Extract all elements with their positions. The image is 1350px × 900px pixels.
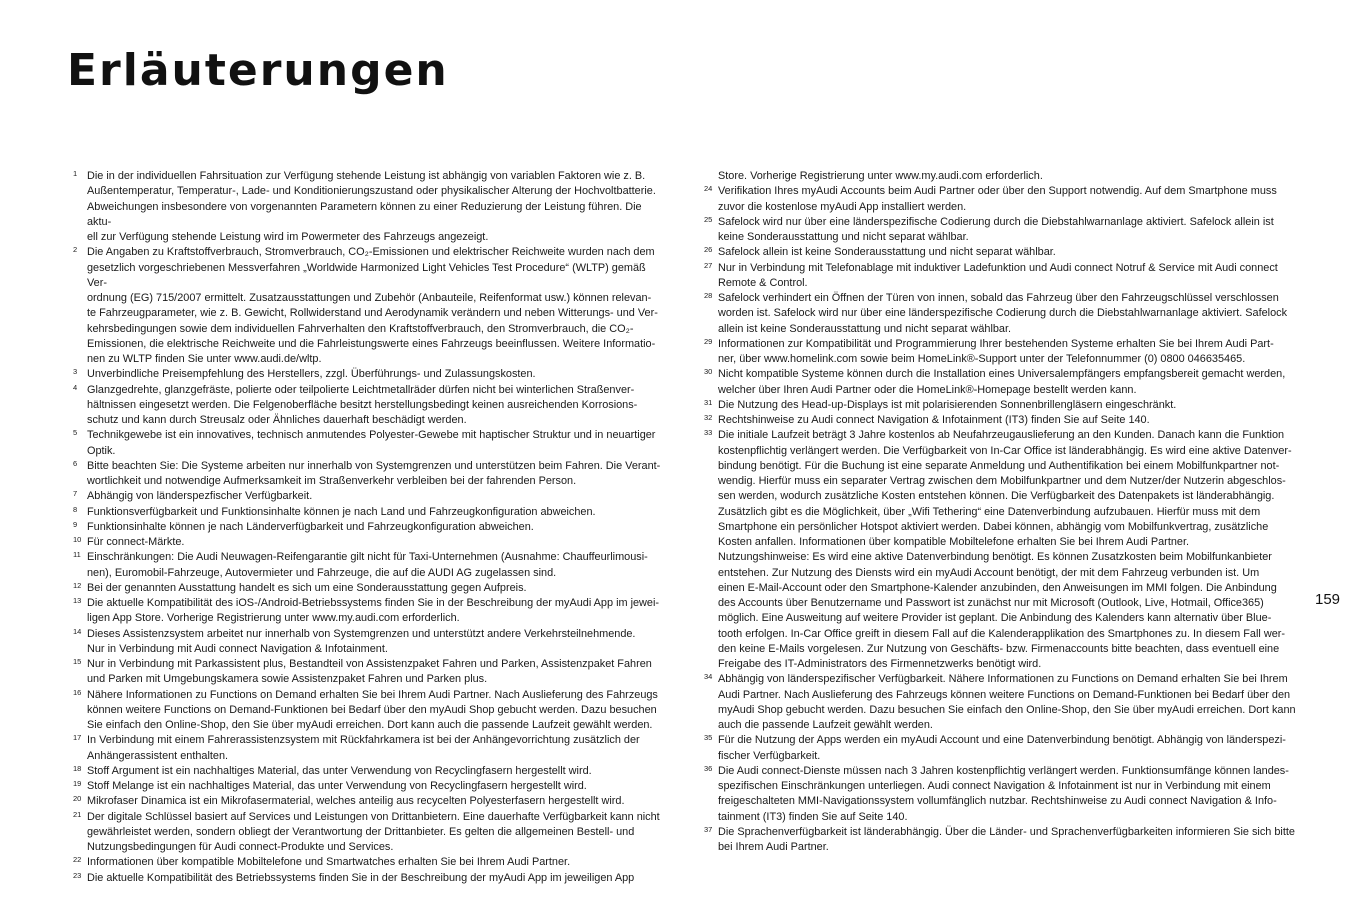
footnote xyxy=(704,413,1304,428)
footnote xyxy=(73,535,668,550)
footnote-number: 3 xyxy=(73,367,78,377)
footnote xyxy=(73,245,668,367)
footnote-text: Informationen über kompatible Mobiltelefone und Smartwatches erhalten Sie bei Ihrem Audi Partner. xyxy=(87,856,571,869)
footnote xyxy=(73,794,668,809)
footnote-text: Die initiale Laufzeit beträgt 3 Jahre kostenlos ab Neufahrzeugauslieferung an den Kunden. Danach kann die Funktion kostenpflichtig verlängert werden. Die Verfügbarkeit von In-Car Office ist länderabhängig. Es wird eine aktive Datenver- bindung benötigt. Für die Buchung ist eine separate Anmeldung und Authentifikation bei einem Mobilfunkpartner not- wendig. Hierfür muss ein separater Vertrag zwischen dem Mobilfunkpartner und dem Nutzer/der Nutzerin abgeschlos- sen werden, wodurch zusätzliche Kosten entstehen können. Die Verfügbarkeit des Datenpakets ist länderabhängig. Zusätzlich gibt es die Möglichkeit, über „Wifi Tethering“ eine Datenverbindung aufzubauen. Hierfür muss mit dem Smartphone ein persönlicher Hotspot aktiviert werden. Dabei können, abhängig vom Mobilfunkvertrag, zusätzliche Kosten anfallen. Informationen über kompatible Mobiltelefone erhalten Sie bei Ihrem Audi Partner. Nutzungshinweise: Es wird eine aktive Datenverbindung benötigt. Es können Zusatzkosten beim Mobilfunkanbieter entstehen. Zur Nutzung des Diensts wird ein myAudi Account benötigt, der mit dem Fahrzeug verbunden ist. Um einen E-Mail-Account oder den Smartphone-Kalender anzubinden, den Anweisungen im MMI folgen. Die Anbindung des Accounts über Benutzername und Passwort ist zunächst nur mit Microsoft (Outlook, Live, Hotmail, Office365) möglich. Eine Ausweitung auf weitere Provider ist geplant. Die Anbindung des Kalenders kann alternativ über Blue- tooth erfolgen. In-Car Office greift in diesem Fall auf die Kalenderapplikation des Smartphones zu. In diesem Fall wer- den keine E-Mails vorgelesen. Zur Nutzung von Geschäfts- bzw. Firmenaccounts bitte beachten, dass eventuell eine Freigabe des IT-Administrators des Firmennetzwerks benötigt wird. xyxy=(718,429,1292,670)
footnote-number: 12 xyxy=(73,580,82,590)
footnote xyxy=(73,810,668,856)
footnote xyxy=(73,428,668,459)
footnote xyxy=(704,764,1304,825)
footnote-text: Nur in Verbindung mit Parkassistent plus, Bestandteil von Assistenzpaket Fahren und Parken, Assistenzpaket Fahren und Parken mit Umgebungskamera sowie Assistenzpaket Fahren und Parken plus. xyxy=(87,658,652,686)
footnote-text: Für connect-Märkte. xyxy=(87,536,185,548)
footnote xyxy=(73,657,668,688)
footnote xyxy=(704,291,1304,337)
footnote-text: Stoff Melange ist ein nachhaltiges Material, das unter Verwendung von Recyclingfasern hergestellt wird. xyxy=(87,780,587,792)
footnote xyxy=(704,733,1304,764)
footnote-number: 9 xyxy=(73,519,78,529)
footnote-number: 20 xyxy=(73,794,82,804)
footnote xyxy=(73,871,668,886)
footnote-number: 27 xyxy=(704,260,713,270)
footnote-text: In Verbindung mit einem Fahrerassistenzsystem mit Rückfahrkamera ist bei der Anhängevorrichtung zusätzlich der Anhängerassistent enthalten. xyxy=(87,734,640,762)
footnote-text: Abhängig von länderspezifischer Verfügbarkeit. Nähere Informationen zu Functions on Demand erhalten Sie bei Ihrem Audi Partner. Nach Auslieferung des Fahrzeugs können weitere Functions on Demand-Funktionen bei Bedarf über den myAudi Shop gebucht werden. Dazu besuchen Sie einfach den Online-Shop, den Sie über myAudi erreichen. Dort kann auch die passende Laufzeit gewählt werden. xyxy=(718,673,1296,731)
footnote-text: Informationen zur Kompatibilität und Programmierung Ihrer bestehenden Systeme erhalten Sie bei Ihrem Audi Part- ner, über www.homelink.com sowie beim HomeLink®-Support unter der Telefonnummer (0) 0800 046635465. xyxy=(718,337,1274,365)
footnote-number: 14 xyxy=(73,626,82,636)
footnote-text: Funktionsinhalte können je nach Länderverfügbarkeit und Fahrzeugkonfiguration abweichen. xyxy=(87,520,534,533)
footnote-text: Unverbindliche Preisempfehlung des Herstellers, zzgl. Überführungs- und Zulassungskosten. xyxy=(87,368,536,381)
footnote xyxy=(73,779,668,794)
footnote-text: Die in der individuellen Fahrsituation zur Verfügung stehende Leistung ist abhängig von variablen Faktoren wie z. B. Außentemperatur, Temperatur-, Lade- und Konditionierungszustand oder physikalischer Alterung der Hochvoltbatterie. Abweichungen insbesondere von vorgenannten Parametern können zu einer Reduzierung der Leistung führen. Die aktu- ell zur Verfügung stehende Leistung wird im Powermeter des Fahrzeugs angezeigt. xyxy=(87,170,656,243)
footnote-number: 34 xyxy=(704,672,713,682)
footnote-text: Die Nutzung des Head-up-Displays ist mit polarisierenden Sonnenbrillengläsern eingeschränkt. xyxy=(718,398,1177,411)
footnote-text: Mikrofaser Dinamica ist ein Mikrofasermaterial, welches anteilig aus recycelten Polyesterfasern hergestellt wird. xyxy=(87,795,625,808)
footnote-number: 4 xyxy=(73,382,78,392)
footnote xyxy=(73,383,668,429)
footnotes-right-column xyxy=(704,169,1304,855)
footnote-text: Technikgewebe ist ein innovatives, technisch anmutendes Polyester-Gewebe mit haptischer Struktur und in neuartiger Optik. xyxy=(87,429,656,457)
footnote-text: Safelock verhindert ein Öffnen der Türen von innen, sobald das Fahrzeug über den Fahrzeugschlüssel verschlossen worden ist. Safelock wird nur über eine länderspezifische Codierung durch die Diebstahlwarnanlage aktiviert. Safelock allein ist keine Sonderausstattung und nicht separat wählbar. xyxy=(718,292,1288,335)
footnote xyxy=(73,855,668,870)
footnote xyxy=(73,459,668,490)
footnote-text: Safelock wird nur über eine länderspezifische Codierung durch die Diebstahlwarnanlage aktiviert. Safelock allein ist keine Sonderausstattung und nicht separat wählbar. xyxy=(718,215,1274,243)
footnote-number: 19 xyxy=(73,779,82,788)
footnote xyxy=(73,367,668,382)
footnote-number: 30 xyxy=(704,367,713,377)
footnote-text: Die Sprachenverfügbarkeit ist länderabhängig. Über die Länder- und Sprachenverfügbarkeiten informieren Sie sich bitte bei Ihrem Audi Partner. xyxy=(718,825,1295,853)
footnote xyxy=(704,261,1304,292)
footnote xyxy=(704,245,1304,260)
footnote-number: 23 xyxy=(73,870,82,880)
footnote-number: 13 xyxy=(73,596,82,605)
footnote-text: Glanzgedrehte, glanzgefräste, polierte oder teilpolierte Leichtmetallräder dürfen nicht bei winterlichen Straßenver- hältnissen eingesetzt werden. Die Felgenoberfläche besitzt herstellungsbedingt keinen ausreichenden Korrosions- schutz und kann durch Streusalz oder Ähnliches dauerhaft beschädigt werden. xyxy=(87,383,638,426)
footnote-number: 22 xyxy=(73,855,82,865)
footnote xyxy=(73,169,668,245)
footnote-number: 18 xyxy=(73,763,82,773)
footnote xyxy=(73,520,668,535)
footnote-text: Einschränkungen: Die Audi Neuwagen-Reifengarantie gilt nicht für Taxi-Unternehmen (Ausnahme: Chauffeurlimousi- nen), Euromobil-Fahrzeuge, Autovermieter und Fahrzeuge, die auf die AUDI AG zugelassen sind. xyxy=(87,551,648,579)
footnote-number: 35 xyxy=(704,733,713,743)
footnote-text: Für die Nutzung der Apps werden ein myAudi Account und eine Datenverbindung benötigt. Abhängig von länderspezi- fischer Verfügbarkeit. xyxy=(718,734,1286,762)
footnote-number: 1 xyxy=(73,169,78,178)
footnote-text: Die Angaben zu Kraftstoffverbrauch, Stromverbrauch, CO₂-Emissionen und elektrischer Reichweite wurden nach dem gesetzlich vorgeschriebenen Messverfahren „Worldwide Harmonized Light Vehicles Test Procedure“ (WLTP) gemäß Ver- ordnung (EG) 715/2007 ermittelt. Zusatzausstattungen und Zubehör (Anbauteile, Reifenformat usw.) können relevan- te Fahrzeugparameter, wie z. B. Gewicht, Rollwiderstand und Aerodynamik verändern und neben Witterungs- und Ver- kehrsbedingungen sowie dem individuellen Fahrverhalten den Kraftstoffverbrauch, den Stromverbrauch, die CO₂- Emissionen, die elektrische Reichweite und die Fahrleistungswerte eines Fahrzeugs beeinflussen. Weitere Informatio- nen zu WLTP finden Sie unter www.audi.de/wltp. xyxy=(87,246,658,365)
footnote xyxy=(704,337,1304,368)
footnote xyxy=(73,489,668,504)
footnote-text: Die aktuelle Kompatibilität des Betriebssystems finden Sie in der Beschreibung der myAudi App im jeweiligen App xyxy=(87,871,635,884)
footnote xyxy=(73,764,668,779)
footnote-text: Nähere Informationen zu Functions on Demand erhalten Sie bei Ihrem Audi Partner. Nach Auslieferung des Fahrzeugs können weitere Functions on Demand-Funktionen bei Bedarf über den myAudi Shop gebucht werden. Dazu besuchen Sie einfach den Online-Shop, den Sie über myAudi erreichen. Dort kann auch die passende Laufzeit gewählt werden. xyxy=(87,688,658,731)
footnote xyxy=(704,367,1304,398)
footnote xyxy=(704,398,1304,413)
footnote-text: Rechtshinweise zu Audi connect Navigation & Infotainment (IT3) finden Sie auf Seite 140. xyxy=(718,414,1150,426)
footnote-text: Bitte beachten Sie: Die Systeme arbeiten nur innerhalb von Systemgrenzen und unterstützen beim Fahren. Die Verant- wortlichkeit und notwendige Aufmerksamkeit im Straßenverkehr verbleiben bei der fahrenden Person. xyxy=(87,459,661,487)
footnote xyxy=(704,825,1304,856)
footnote-text: Verifikation Ihres myAudi Accounts beim Audi Partner oder über den Support notwendig. Auf dem Smartphone muss zuvor die kostenlose myAudi App installiert werden. xyxy=(718,185,1277,213)
footnote-number: 10 xyxy=(73,535,82,544)
footnotes-left-column xyxy=(73,169,668,886)
footnote xyxy=(73,505,668,520)
footnote-number: 21 xyxy=(73,809,82,819)
footnote xyxy=(73,688,668,734)
footnote xyxy=(73,550,668,581)
footnote-text: Bei der genannten Ausstattung handelt es sich um eine Sonderausstattung gegen Aufpreis. xyxy=(87,581,527,594)
footnote-number: 32 xyxy=(704,413,713,422)
footnote-text: Der digitale Schlüssel basiert auf Services und Leistungen von Drittanbietern. Eine dauerhafte Verfügbarkeit kann nicht gewährleistet werden, sondern obliegt der Verantwortung der Drittanbieter. Es gelten die allgemeinen Bestell- und Nutzungsbedingungen für Audi connect-Produkte und Services. xyxy=(87,810,660,853)
footnote-text: Safelock allein ist keine Sonderausstattung und nicht separat wählbar. xyxy=(718,246,1056,259)
footnote-number: 5 xyxy=(73,428,78,438)
footnote-number: 7 xyxy=(73,489,78,499)
footnote xyxy=(73,596,668,627)
footnote xyxy=(704,215,1304,246)
footnote-number: 24 xyxy=(704,184,713,194)
footnote-number: 15 xyxy=(73,657,82,666)
footnote-number: 11 xyxy=(73,550,81,560)
footnote xyxy=(73,733,668,764)
footnote-number: 33 xyxy=(704,428,713,438)
footnote-text: Die aktuelle Kompatibilität des iOS-/Android-Betriebssystems finden Sie in der Beschreibung der myAudi App im jewei- ligen App Store. Vorherige Registrierung unter www.my.audi.com erforderlich. xyxy=(87,597,660,625)
footnote-number: 25 xyxy=(704,214,713,224)
footnote-number: 17 xyxy=(73,733,82,743)
footnote-number: 36 xyxy=(704,763,713,773)
footnote xyxy=(73,627,668,658)
footnote-text: Stoff Argument ist ein nachhaltiges Material, das unter Verwendung von Recyclingfasern hergestellt wird. xyxy=(87,764,592,777)
footnote-number: 37 xyxy=(704,824,713,834)
footnote-number: 31 xyxy=(704,397,713,407)
footnote-number: 16 xyxy=(73,687,82,697)
footnote-continuation: Store. Vorherige Registrierung unter www.my.audi.com erforderlich. xyxy=(718,170,1043,182)
footnote xyxy=(704,184,1304,215)
footnote-text: Nicht kompatible Systeme können durch die Installation eines Universalempfängers empfangsbereit gemacht werden, welcher über Ihren Audi Partner oder die HomeLink®-Homepage bestellt werden kann. xyxy=(718,368,1286,396)
page-number: 159 xyxy=(1315,591,1341,608)
page-title: Erläuterungen xyxy=(67,45,449,96)
footnote-number: 26 xyxy=(704,245,713,255)
footnote-text: Funktionsverfügbarkeit und Funktionsinhalte können je nach Land und Fahrzeugkonfiguration abweichen. xyxy=(87,505,596,518)
footnote xyxy=(73,581,668,596)
footnote-text: Die Audi connect-Dienste müssen nach 3 Jahren kostenpflichtig verlängert werden. Funktionsumfänge können landes- spezifischen Einschränkungen unterliegen. Audi connect Navigation & Infotainment ist nur in Verbindung mit einem freigeschalteten MMI-Navigationssystem vollumfänglich nutzbar. Rechtshinweise zu Audi connect Navigation & Info- tainment (IT3) finden Sie auf Seite 140. xyxy=(718,764,1289,823)
footnote-number: 2 xyxy=(73,245,78,255)
footnote-text: Nur in Verbindung mit Telefonablage mit induktiver Ladefunktion und Audi connect Notruf & Service mit Audi connect Remote & Control. xyxy=(718,261,1278,289)
footnote-number: 8 xyxy=(73,504,78,514)
footnote-number: 6 xyxy=(73,458,78,468)
footnote-number: 28 xyxy=(704,291,713,300)
footnote xyxy=(704,428,1304,672)
footnote-number: 29 xyxy=(704,336,713,346)
footnote-text: Dieses Assistenzsystem arbeitet nur innerhalb von Systemgrenzen und unterstützt andere Verkehrsteilnehmende. Nur in Verbindung mit Audi connect Navigation & Infotainment. xyxy=(87,627,636,655)
footnote-text: Abhängig von länderspezfischer Verfügbarkeit. xyxy=(87,490,313,503)
footnote xyxy=(704,672,1304,733)
